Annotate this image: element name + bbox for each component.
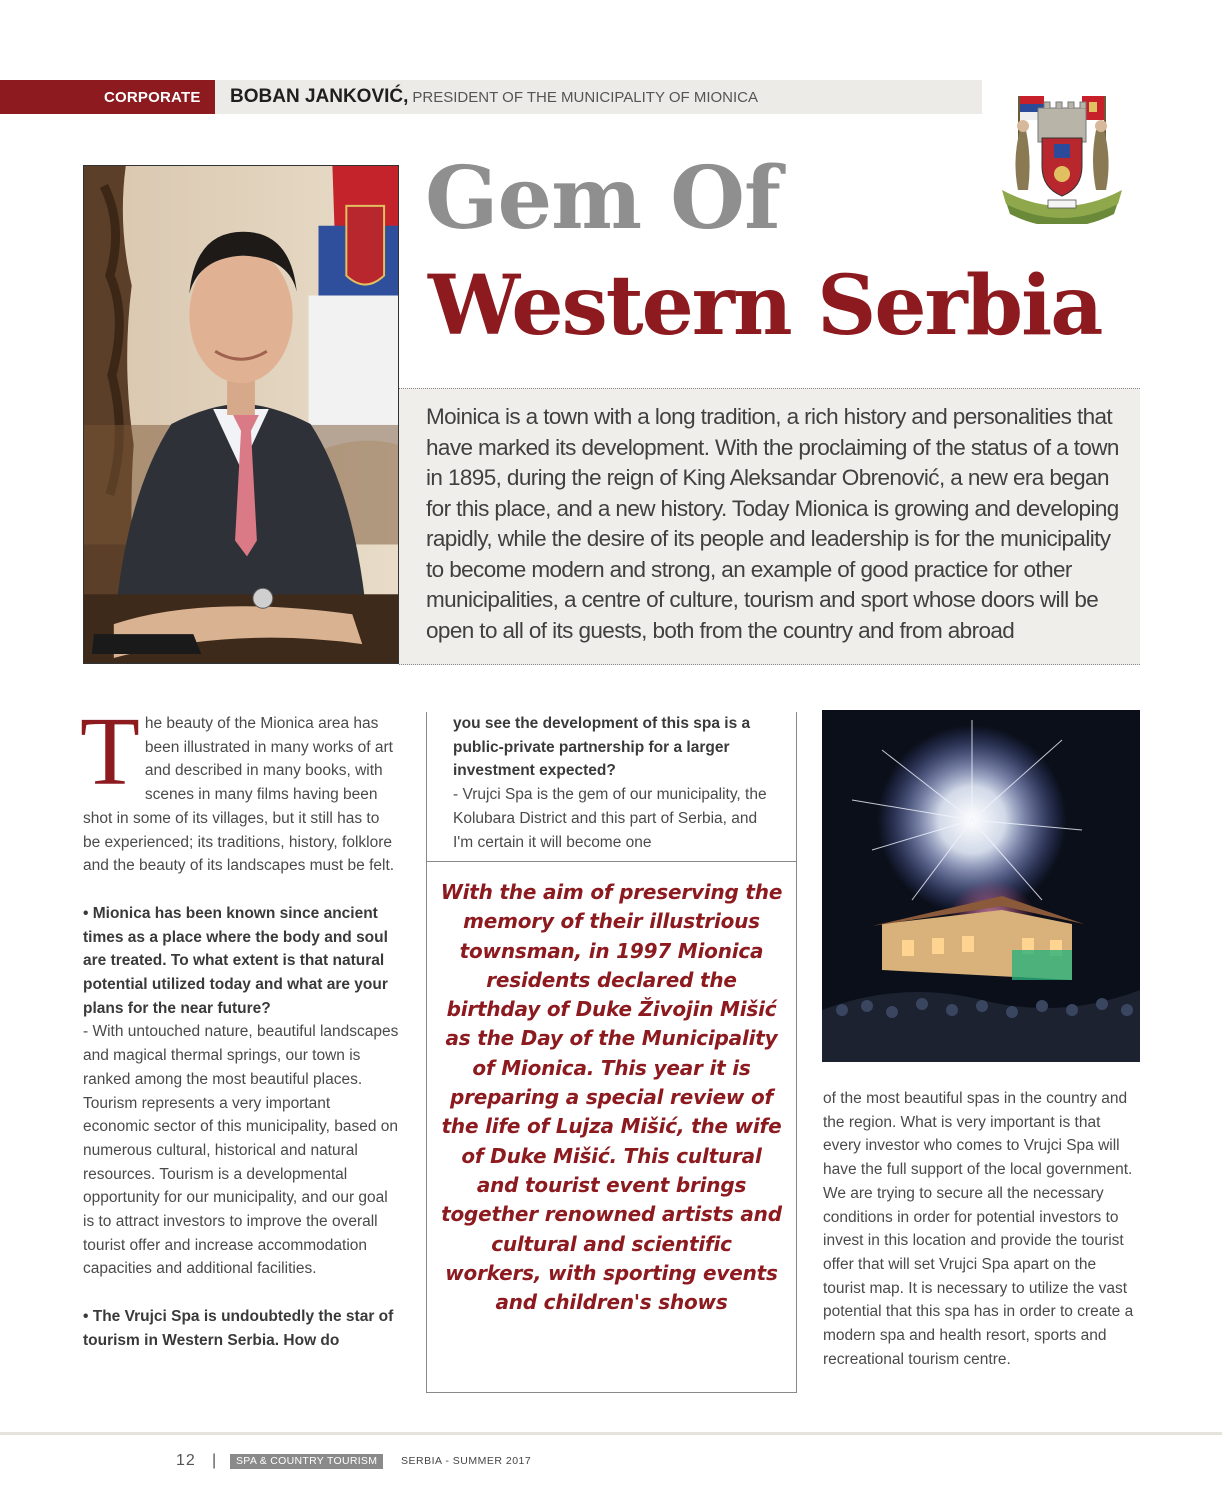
article-column-1 [80, 698, 399, 1353]
answer-2-start: - Vrujci Spa is the gem of our municipality, the Kolubara District and this part of Serbia, and I'm certain it will become one [453, 786, 767, 851]
interviewee-role: PRESIDENT OF THE MUNICIPALITY OF MIONICA [412, 89, 759, 106]
headline-line-2: Western Serbia [428, 258, 1102, 354]
drop-cap: T [80, 698, 140, 806]
issue-label: SERBIA - SUMMER 2017 [401, 1455, 532, 1467]
coat-of-arms-icon [996, 82, 1128, 224]
interviewee-line [230, 86, 758, 108]
headline-line-1: Gem Of [425, 148, 781, 249]
answer-1: - With untouched nature, beautiful landscapes and magical thermal springs, our town is ranked among the most beautiful places. Tourism represents a very important economic sector of this municipality, based on numerous cultural, historical and natural resources. Tourism is a developmental opportunity for our municipality, and our goal is to attract investors to improve the overall tourist offer and increase accommodation capacities and additional facilities. [83, 1023, 399, 1278]
pullquote: With the aim of preserving the memory of their illustrious townsman, in 1997 Mionica residents declared the birthday of Duke Živojin Mišić as the Day of the Municipality of Mionica. This year it is preparing a special review of the life of Lujza Mišić, the wife of Duke Mišić. This cultural and tourist event brings together renowned artists and cultural and scientific workers, with sporting events and children's shows [440, 880, 783, 1315]
category-label: CORPORATE [104, 89, 201, 106]
answer-2-continued: of the most beautiful spas in the country and the region. What is very important is that every investor who comes to Vrujci Spa will have the full support of the local government. We are trying to secure all the necessary conditions in order for potential investors to invest in this location and provide the tourist offer that will set Vrujci Spa apart on the tourist map. It is necessary to utilize the vast potential that this spa has in order to create a modern spa and health resort, sports and recreational tourism centre. [823, 1090, 1134, 1368]
lead-paragraph: Moinica is a town with a long tradition, a rich history and personalities that have marked its development. With the proclaiming of the status of a town in 1895, during the reign of King Aleksandar Obrenović, a new era began for this place, and a new history. Today Mionica is growing and developing rapidly, while the desire of its people and leadership is for the municipality to become modern and strong, an example of good practice for other municipalities, a centre of culture, tourism and sport whose doors will be open to all of its guests, both from the country and from abroad [426, 404, 1119, 643]
fireworks-photo [822, 710, 1140, 1062]
question-2-start: • The Vrujci Spa is undoubtedly the star of tourism in Western Serbia. How do [83, 1308, 394, 1349]
question-2-continued: you see the development of this spa is a public-private partnership for a larger investment expected? [453, 715, 751, 780]
footer-separator: | [212, 1452, 217, 1469]
article-column-2 [453, 712, 773, 854]
footer-rule [0, 1432, 1222, 1435]
interviewee-name: BOBAN JANKOVIĆ, [230, 86, 409, 107]
portrait-photo [83, 165, 399, 664]
intro-paragraph: he beauty of the Mionica area has been illustrated in many works of art and described in many books, with scenes in many films having been shot in some of its villages, but it still has to be experienced; its traditions, history, folklore and the beauty of its landscapes must be felt. [83, 715, 395, 875]
question-1: • Mionica has been known since ancient times as a place where the body and soul are treated. To what extent is that natural potential utilized today and what are your plans for the near future? [83, 904, 388, 1017]
article-column-3 [823, 1087, 1141, 1371]
page-number: 12 [176, 1452, 196, 1469]
section-tag: SPA & COUNTRY TOURISM [230, 1454, 383, 1469]
